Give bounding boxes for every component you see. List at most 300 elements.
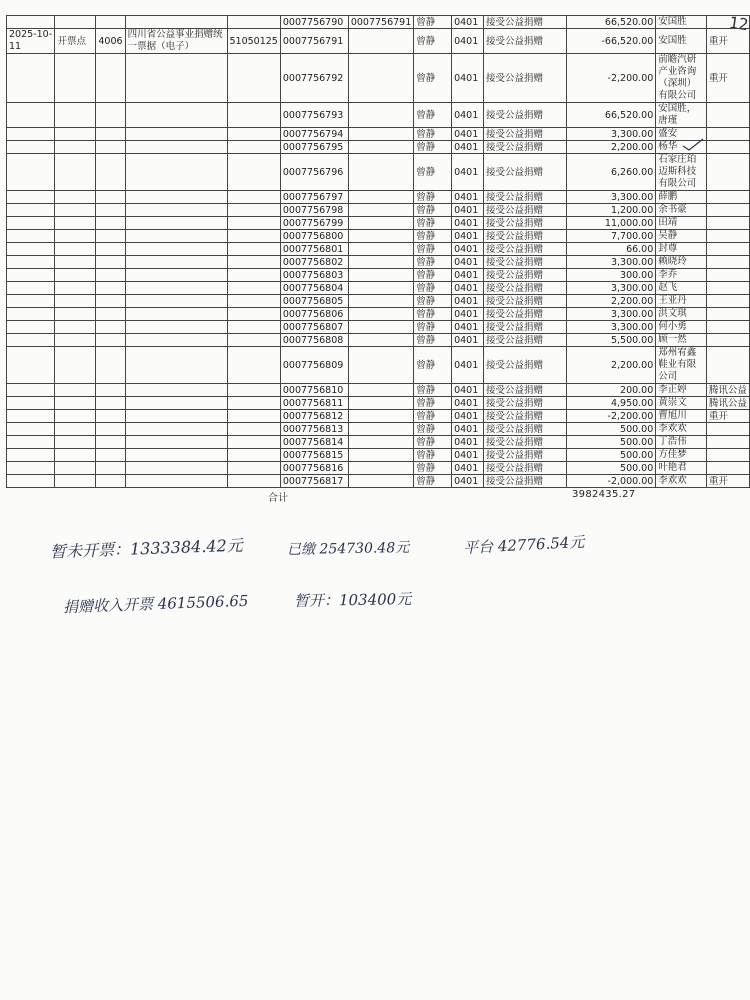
type-cell <box>55 54 96 103</box>
table-row <box>7 321 750 334</box>
table-row <box>7 217 750 230</box>
start-cell: 0007756801 <box>280 243 348 256</box>
table-row <box>7 295 750 308</box>
handler-cell: 曾静 <box>414 204 452 217</box>
code-cell <box>96 397 125 410</box>
table-row <box>7 16 750 29</box>
payer-cell: 安国胜 <box>656 16 707 29</box>
type-cell <box>55 334 96 347</box>
start-cell: 0007756803 <box>280 269 348 282</box>
dept-cell: 0401 <box>452 295 484 308</box>
handler-cell: 曾静 <box>414 191 452 204</box>
start-cell: 0007756804 <box>280 282 348 295</box>
end-cell <box>348 347 413 384</box>
type-cell <box>55 154 96 191</box>
handwritten-note-unissued: 暂未开票：1333384.42元 <box>49 535 244 562</box>
name-cell <box>125 243 227 256</box>
table-row <box>7 397 750 410</box>
table-row <box>7 334 750 347</box>
dept-cell: 0401 <box>452 436 484 449</box>
handler-cell: 曾静 <box>414 103 452 128</box>
payer-cell: 赵飞 <box>656 282 707 295</box>
summary-cell: 接受公益捐赠 <box>484 347 567 384</box>
code-cell <box>96 54 125 103</box>
payer-cell: 杨华 <box>656 141 707 154</box>
table-row <box>7 29 750 54</box>
summary-cell: 接受公益捐赠 <box>484 54 567 103</box>
start-cell: 0007756799 <box>280 217 348 230</box>
num-cell <box>227 397 280 410</box>
payer-cell: 赖晓玲 <box>656 256 707 269</box>
table-row <box>7 103 750 128</box>
end-cell <box>348 295 413 308</box>
table-row <box>7 191 750 204</box>
end-cell <box>348 204 413 217</box>
table-row <box>7 141 750 154</box>
handler-cell: 曾静 <box>414 384 452 397</box>
start-cell: 0007756797 <box>280 191 348 204</box>
name-cell <box>125 347 227 384</box>
code-cell <box>96 449 125 462</box>
start-cell: 0007756790 <box>280 16 348 29</box>
summary-cell: 接受公益捐赠 <box>484 256 567 269</box>
date-cell <box>7 103 55 128</box>
table-row <box>7 436 750 449</box>
amount-cell: 1,200.00 <box>566 204 656 217</box>
check-mark-icon <box>681 138 705 152</box>
name-cell <box>125 384 227 397</box>
end-cell <box>348 217 413 230</box>
type-cell <box>55 347 96 384</box>
date-cell <box>7 204 55 217</box>
code-cell <box>96 475 125 488</box>
payer-cell: 石家庄珀迈斯科技有限公司 <box>656 154 707 191</box>
handler-cell: 曾静 <box>414 282 452 295</box>
amount-cell: 2,200.00 <box>566 141 656 154</box>
num-cell <box>227 347 280 384</box>
note-cell <box>706 204 749 217</box>
payer-cell: 安国胜，唐瑾 <box>656 103 707 128</box>
dept-cell: 0401 <box>452 230 484 243</box>
start-cell: 0007756809 <box>280 347 348 384</box>
start-cell: 0007756805 <box>280 295 348 308</box>
type-cell <box>55 436 96 449</box>
name-cell <box>125 128 227 141</box>
num-cell <box>227 449 280 462</box>
end-cell <box>348 128 413 141</box>
handler-cell: 曾静 <box>414 141 452 154</box>
handler-cell: 曾静 <box>414 243 452 256</box>
note-cell <box>706 449 749 462</box>
payer-cell: 封尊 <box>656 243 707 256</box>
summary-cell: 接受公益捐赠 <box>484 191 567 204</box>
handler-cell: 曾静 <box>414 154 452 191</box>
amount-cell: 7,700.00 <box>566 230 656 243</box>
num-cell <box>227 204 280 217</box>
start-cell: 0007756795 <box>280 141 348 154</box>
dept-cell: 0401 <box>452 141 484 154</box>
code-cell <box>96 256 125 269</box>
total-label: 合计 <box>268 493 288 504</box>
amount-cell: 66,520.00 <box>566 103 656 128</box>
code-cell <box>96 321 125 334</box>
date-cell <box>7 321 55 334</box>
name-cell <box>125 204 227 217</box>
table-row <box>7 475 750 488</box>
page-mark: 12 <box>727 12 750 35</box>
dept-cell: 0401 <box>452 449 484 462</box>
amount-cell: 2,200.00 <box>566 347 656 384</box>
num-cell <box>227 243 280 256</box>
invoice-ledger-table <box>6 12 750 488</box>
amount-cell: 500.00 <box>566 423 656 436</box>
code-cell <box>96 410 125 423</box>
start-cell: 0007756817 <box>280 475 348 488</box>
date-cell <box>7 397 55 410</box>
amount-cell: 66,520.00 <box>566 16 656 29</box>
dept-cell: 0401 <box>452 204 484 217</box>
end-cell <box>348 449 413 462</box>
code-cell <box>96 334 125 347</box>
type-cell <box>55 410 96 423</box>
code-cell <box>96 204 125 217</box>
table-row <box>7 308 750 321</box>
handler-cell: 曾静 <box>414 128 452 141</box>
dept-cell: 0401 <box>452 347 484 384</box>
start-cell: 0007756812 <box>280 410 348 423</box>
payer-cell: 何小勇 <box>656 321 707 334</box>
dept-cell: 0401 <box>452 282 484 295</box>
payer-cell: 郑州宥鑫鞋业有限公司 <box>656 347 707 384</box>
num-cell <box>227 282 280 295</box>
date-cell <box>7 141 55 154</box>
payer-cell: 叶艳君 <box>656 462 707 475</box>
code-cell <box>96 308 125 321</box>
summary-cell: 接受公益捐赠 <box>484 128 567 141</box>
type-cell <box>55 191 96 204</box>
payer-cell: 余书豪 <box>656 204 707 217</box>
date-cell <box>7 128 55 141</box>
type-cell <box>55 295 96 308</box>
dept-cell: 0401 <box>452 321 484 334</box>
note-cell <box>706 154 749 191</box>
num-cell <box>227 256 280 269</box>
end-cell <box>348 54 413 103</box>
end-cell <box>348 308 413 321</box>
payer-cell: 盛安 <box>656 128 707 141</box>
summary-cell: 接受公益捐赠 <box>484 462 567 475</box>
note-cell <box>706 308 749 321</box>
num-cell <box>227 269 280 282</box>
date-cell <box>7 423 55 436</box>
table-row <box>7 410 750 423</box>
note-cell <box>706 243 749 256</box>
summary-cell: 接受公益捐赠 <box>484 397 567 410</box>
end-cell <box>348 141 413 154</box>
handler-cell: 曾静 <box>414 16 452 29</box>
payer-cell: 田靖 <box>656 217 707 230</box>
end-cell <box>348 269 413 282</box>
note-cell <box>706 295 749 308</box>
amount-cell: 4,950.00 <box>566 397 656 410</box>
name-cell <box>125 230 227 243</box>
handwritten-note-provisional: 暂开：103400元 <box>293 589 412 611</box>
amount-cell: 3,300.00 <box>566 191 656 204</box>
handler-cell: 曾静 <box>414 410 452 423</box>
num-cell <box>227 103 280 128</box>
amount-cell: 3,300.00 <box>566 282 656 295</box>
end-cell <box>348 410 413 423</box>
name-cell <box>125 321 227 334</box>
dept-cell: 0401 <box>452 423 484 436</box>
note-cell: 腾讯公益 <box>706 397 749 410</box>
code-cell <box>96 191 125 204</box>
handler-cell: 曾静 <box>414 269 452 282</box>
end-cell <box>348 256 413 269</box>
table-row <box>7 449 750 462</box>
dept-cell: 0401 <box>452 384 484 397</box>
summary-cell: 接受公益捐赠 <box>484 308 567 321</box>
name-cell <box>125 282 227 295</box>
amount-cell: 3,300.00 <box>566 308 656 321</box>
end-cell: 0007756791 <box>348 16 413 29</box>
name-cell <box>125 410 227 423</box>
payer-cell: 丁浩伟 <box>656 436 707 449</box>
name-cell <box>125 436 227 449</box>
dept-cell: 0401 <box>452 217 484 230</box>
handler-cell: 曾静 <box>414 475 452 488</box>
start-cell: 0007756808 <box>280 334 348 347</box>
type-cell <box>55 462 96 475</box>
end-cell <box>348 230 413 243</box>
num-cell <box>227 16 280 29</box>
amount-cell: 500.00 <box>566 436 656 449</box>
end-cell <box>348 282 413 295</box>
start-cell: 0007756792 <box>280 54 348 103</box>
note-cell <box>706 141 749 154</box>
type-cell <box>55 103 96 128</box>
name-cell <box>125 308 227 321</box>
table-row <box>7 269 750 282</box>
dept-cell: 0401 <box>452 269 484 282</box>
handler-cell: 曾静 <box>414 334 452 347</box>
dept-cell: 0401 <box>452 128 484 141</box>
handler-cell: 曾静 <box>414 308 452 321</box>
table-row <box>7 347 750 384</box>
type-cell <box>55 16 96 29</box>
summary-cell: 接受公益捐赠 <box>484 243 567 256</box>
num-cell <box>227 154 280 191</box>
summary-cell: 接受公益捐赠 <box>484 334 567 347</box>
note-cell <box>706 282 749 295</box>
amount-cell: -66,520.00 <box>566 29 656 54</box>
start-cell: 0007756798 <box>280 204 348 217</box>
table-row <box>7 423 750 436</box>
dept-cell: 0401 <box>452 191 484 204</box>
code-cell <box>96 243 125 256</box>
amount-cell: 300.00 <box>566 269 656 282</box>
date-cell <box>7 347 55 384</box>
note-cell <box>706 16 749 29</box>
amount-cell: 2,200.00 <box>566 295 656 308</box>
num-cell <box>227 475 280 488</box>
name-cell <box>125 54 227 103</box>
start-cell: 0007756796 <box>280 154 348 191</box>
start-cell: 0007756810 <box>280 384 348 397</box>
date-cell <box>7 54 55 103</box>
num-cell <box>227 128 280 141</box>
summary-cell: 接受公益捐赠 <box>484 16 567 29</box>
num-cell <box>227 217 280 230</box>
handler-cell: 曾静 <box>414 449 452 462</box>
code-cell <box>96 269 125 282</box>
end-cell <box>348 191 413 204</box>
payer-cell: 安国胜 <box>656 29 707 54</box>
note-cell <box>706 128 749 141</box>
num-cell <box>227 410 280 423</box>
type-cell <box>55 423 96 436</box>
num-cell <box>227 191 280 204</box>
amount-cell: 6,260.00 <box>566 154 656 191</box>
num-cell <box>227 384 280 397</box>
end-cell <box>348 154 413 191</box>
total-value: 3982435.27 <box>572 489 636 500</box>
type-cell <box>55 243 96 256</box>
num-cell <box>227 141 280 154</box>
summary-cell: 接受公益捐赠 <box>484 141 567 154</box>
handler-cell: 曾静 <box>414 230 452 243</box>
name-cell <box>125 397 227 410</box>
table-row <box>7 243 750 256</box>
note-cell: 重开 <box>706 54 749 103</box>
date-cell <box>7 449 55 462</box>
handler-cell: 曾静 <box>414 295 452 308</box>
note-cell <box>706 321 749 334</box>
payer-cell: 曹旭川 <box>656 410 707 423</box>
code-cell <box>96 462 125 475</box>
name-cell <box>125 462 227 475</box>
name-cell <box>125 141 227 154</box>
payer-cell: 吴静 <box>656 230 707 243</box>
summary-cell: 接受公益捐赠 <box>484 475 567 488</box>
end-cell <box>348 462 413 475</box>
num-cell: 51050125 <box>227 29 280 54</box>
table-row <box>7 128 750 141</box>
note-cell <box>706 217 749 230</box>
type-cell <box>55 384 96 397</box>
start-cell: 0007756815 <box>280 449 348 462</box>
end-cell <box>348 243 413 256</box>
num-cell <box>227 308 280 321</box>
payer-cell: 李正婷 <box>656 384 707 397</box>
end-cell <box>348 475 413 488</box>
payer-cell: 王亚丹 <box>656 295 707 308</box>
amount-cell: 11,000.00 <box>566 217 656 230</box>
type-cell <box>55 321 96 334</box>
table-row <box>7 462 750 475</box>
date-cell <box>7 436 55 449</box>
dept-cell: 0401 <box>452 334 484 347</box>
type-cell <box>55 230 96 243</box>
num-cell <box>227 54 280 103</box>
num-cell <box>227 321 280 334</box>
payer-cell: 黄崇文 <box>656 397 707 410</box>
payer-cell: 方佳梦 <box>656 449 707 462</box>
dept-cell: 0401 <box>452 410 484 423</box>
amount-cell: 5,500.00 <box>566 334 656 347</box>
date-cell <box>7 256 55 269</box>
num-cell <box>227 295 280 308</box>
date-cell <box>7 282 55 295</box>
start-cell: 0007756802 <box>280 256 348 269</box>
name-cell <box>125 256 227 269</box>
date-cell <box>7 243 55 256</box>
start-cell: 0007756800 <box>280 230 348 243</box>
code-cell <box>96 295 125 308</box>
type-cell <box>55 282 96 295</box>
dept-cell: 0401 <box>452 475 484 488</box>
start-cell: 0007756794 <box>280 128 348 141</box>
code-cell <box>96 128 125 141</box>
note-cell <box>706 230 749 243</box>
date-cell <box>7 217 55 230</box>
note-cell <box>706 269 749 282</box>
table-row <box>7 282 750 295</box>
amount-cell: 3,300.00 <box>566 321 656 334</box>
note-cell <box>706 462 749 475</box>
amount-cell: 500.00 <box>566 449 656 462</box>
note-cell: 腾讯公益 <box>706 384 749 397</box>
table-row <box>7 204 750 217</box>
type-cell <box>55 256 96 269</box>
handler-cell: 曾静 <box>414 217 452 230</box>
date-cell <box>7 462 55 475</box>
type-cell <box>55 128 96 141</box>
summary-cell: 接受公益捐赠 <box>484 410 567 423</box>
date-cell <box>7 384 55 397</box>
code-cell <box>96 384 125 397</box>
type-cell <box>55 397 96 410</box>
payer-cell: 李乔 <box>656 269 707 282</box>
start-cell: 0007756791 <box>280 29 348 54</box>
end-cell <box>348 397 413 410</box>
note-cell <box>706 423 749 436</box>
amount-cell: 200.00 <box>566 384 656 397</box>
summary-cell: 接受公益捐赠 <box>484 423 567 436</box>
type-cell <box>55 141 96 154</box>
amount-cell: -2,200.00 <box>566 410 656 423</box>
code-cell <box>96 230 125 243</box>
dept-cell: 0401 <box>452 462 484 475</box>
summary-cell: 接受公益捐赠 <box>484 204 567 217</box>
summary-cell: 接受公益捐赠 <box>484 436 567 449</box>
summary-cell: 接受公益捐赠 <box>484 217 567 230</box>
summary-cell: 接受公益捐赠 <box>484 282 567 295</box>
note-cell <box>706 103 749 128</box>
name-cell <box>125 191 227 204</box>
type-cell <box>55 308 96 321</box>
handler-cell: 曾静 <box>414 54 452 103</box>
note-cell <box>706 436 749 449</box>
handler-cell: 曾静 <box>414 256 452 269</box>
dept-cell: 0401 <box>452 308 484 321</box>
table-row <box>7 54 750 103</box>
summary-cell: 接受公益捐赠 <box>484 154 567 191</box>
code-cell <box>96 436 125 449</box>
code-cell <box>96 154 125 191</box>
amount-cell: -2,200.00 <box>566 54 656 103</box>
end-cell <box>348 423 413 436</box>
